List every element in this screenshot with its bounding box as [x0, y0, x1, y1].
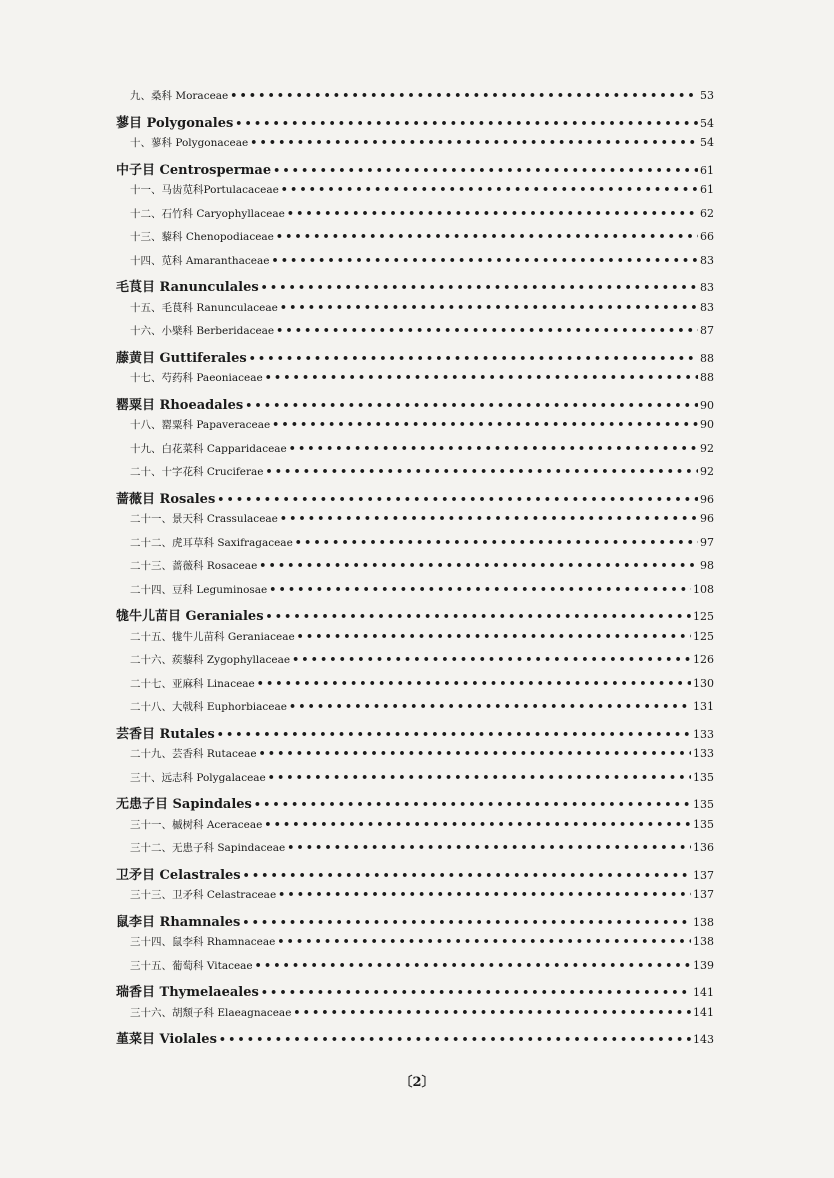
entry-title: 二十八、大戟科 Euphorbiaceae	[130, 701, 287, 713]
entry-page-number: 83	[700, 300, 714, 314]
entry-title: 三十四、鼠李科 Rhamnaceae	[130, 936, 276, 948]
entry-title: 二十四、豆科 Leguminosae	[130, 583, 268, 596]
toc-family-entry	[116, 582, 714, 606]
dot-leader	[266, 610, 691, 623]
dot-leader	[272, 254, 699, 267]
toc-order-entry	[116, 723, 714, 747]
entry-title: 十四、苋科 Amaranthaceae	[130, 254, 270, 267]
entry-page-number: 61	[700, 183, 714, 196]
entry-title: 十、蓼科 Polygonaceae	[130, 137, 249, 149]
table-of-contents	[116, 88, 714, 1052]
entry-title: 鼠李目 Rhamnales	[116, 914, 241, 930]
dot-leader	[277, 935, 691, 948]
dot-leader	[230, 89, 698, 102]
entry-title: 罂粟目 Rhoeadales	[116, 397, 244, 413]
dot-leader	[219, 1033, 691, 1046]
dot-leader	[289, 700, 691, 713]
toc-family-entry	[116, 1005, 714, 1029]
dot-leader	[266, 465, 699, 478]
dot-leader	[289, 442, 698, 455]
dot-leader	[250, 136, 698, 149]
entry-page-number: 139	[693, 958, 714, 972]
entry-page-number: 135	[693, 770, 714, 784]
entry-page-number: 141	[693, 986, 714, 999]
dot-leader	[259, 559, 698, 572]
entry-title: 蓼目 Polygonales	[116, 115, 234, 131]
entry-title: 瑞香目 Thymelaeales	[116, 985, 259, 1000]
page-number: 〔2〕	[399, 1075, 435, 1090]
toc-family-entry	[116, 323, 714, 347]
dot-leader	[297, 630, 691, 643]
entry-title: 十五、毛茛科 Ranunculaceae	[130, 301, 278, 314]
entry-page-number: 136	[693, 841, 714, 854]
toc-order-entry	[116, 159, 714, 183]
dot-leader	[254, 798, 691, 811]
entry-page-number: 92	[700, 441, 714, 455]
dot-leader	[217, 493, 698, 506]
toc-family-entry	[116, 417, 714, 441]
entry-title: 十六、小檗科 Berberidaceae	[130, 325, 275, 337]
entry-title: 十七、芍药科 Paeoniaceae	[130, 372, 263, 384]
entry-title: 三十三、卫矛科 Celastraceae	[130, 889, 277, 901]
dot-leader	[255, 959, 691, 972]
entry-title: 卫矛目 Celastrales	[116, 867, 241, 883]
entry-page-number: 126	[693, 653, 714, 666]
dot-leader	[278, 888, 691, 901]
entry-title: 三十、远志科 Polygalaceae	[130, 771, 266, 784]
entry-title: 无患子目 Sapindales	[116, 797, 252, 812]
entry-title: 芸香目 Rutales	[116, 726, 215, 742]
dot-leader	[276, 324, 698, 337]
toc-family-entry	[116, 88, 714, 112]
entry-page-number: 61	[700, 163, 714, 177]
toc-order-entry	[116, 112, 714, 136]
toc-family-entry	[116, 629, 714, 653]
toc-family-entry	[116, 182, 714, 206]
entry-page-number: 54	[700, 136, 714, 149]
toc-order-entry	[116, 981, 714, 1005]
entry-page-number: 143	[693, 1033, 714, 1046]
toc-order-entry	[116, 605, 714, 629]
toc-order-entry	[116, 394, 714, 418]
entry-title: 牻牛儿苗目 Geraniales	[116, 609, 264, 624]
dot-leader	[249, 352, 698, 365]
entry-title: 堇菜目 Violales	[116, 1032, 217, 1047]
dot-leader	[280, 301, 698, 314]
entry-page-number: 90	[700, 418, 714, 431]
entry-page-number: 130	[693, 676, 714, 690]
toc-order-entry	[116, 276, 714, 300]
toc-family-entry	[116, 253, 714, 277]
dot-leader	[292, 653, 691, 666]
entry-page-number: 88	[700, 371, 714, 384]
dot-leader	[293, 1006, 691, 1019]
entry-page-number: 135	[693, 817, 714, 831]
entry-page-number: 138	[693, 935, 714, 948]
entry-page-number: 135	[693, 798, 714, 811]
entry-title: 藤黄目 Guttiferales	[116, 350, 247, 366]
entry-title: 十一、马齿苋科Portulacaceae	[130, 184, 279, 196]
toc-family-entry	[116, 464, 714, 488]
entry-page-number: 125	[693, 610, 714, 623]
entry-title: 十三、藜科 Chenopodiaceae	[130, 231, 274, 243]
entry-title: 三十五、葡萄科 Vitaceae	[130, 959, 253, 972]
toc-order-entry	[116, 864, 714, 888]
toc-order-entry	[116, 793, 714, 817]
toc-family-entry	[116, 511, 714, 535]
dot-leader	[273, 164, 698, 177]
toc-order-entry	[116, 488, 714, 512]
toc-family-entry	[116, 135, 714, 159]
toc-family-entry	[116, 676, 714, 700]
entry-page-number: 66	[700, 230, 714, 243]
toc-family-entry	[116, 699, 714, 723]
dot-leader	[287, 841, 691, 854]
dot-leader	[257, 677, 691, 690]
toc-family-entry	[116, 370, 714, 394]
toc-family-entry	[116, 652, 714, 676]
entry-page-number: 88	[700, 351, 714, 365]
entry-title: 三十六、胡颓子科 Elaeagnaceae	[130, 1006, 292, 1019]
entry-page-number: 83	[700, 253, 714, 267]
entry-page-number: 137	[693, 868, 714, 882]
entry-title: 二十一、景天科 Crassulaceae	[130, 513, 278, 525]
dot-leader	[235, 117, 698, 130]
entry-page-number: 138	[693, 915, 714, 929]
entry-title: 二十七、亚麻科 Linaceae	[130, 677, 255, 690]
entry-title: 九、桑科 Moraceae	[130, 90, 229, 102]
entry-title: 三十一、槭树科 Aceraceae	[130, 818, 263, 831]
entry-page-number: 141	[693, 1005, 714, 1019]
dot-leader	[261, 281, 698, 294]
entry-page-number: 92	[700, 465, 714, 478]
entry-title: 二十九、芸香科 Rutaceae	[130, 748, 257, 760]
entry-page-number: 98	[700, 559, 714, 572]
entry-page-number: 54	[700, 116, 714, 130]
dot-leader	[245, 399, 698, 412]
entry-page-number: 87	[700, 324, 714, 337]
entry-title: 二十五、牻牛儿苗科 Geraniaceae	[130, 630, 295, 643]
entry-page-number: 97	[700, 535, 714, 549]
dot-leader	[268, 771, 691, 784]
entry-page-number: 137	[693, 888, 714, 901]
entry-title: 中子目 Centrospermae	[116, 162, 272, 178]
entry-page-number: 96	[700, 492, 714, 506]
toc-family-entry	[116, 817, 714, 841]
entry-title: 三十二、无患子科 Sapindaceae	[130, 842, 286, 854]
entry-page-number: 62	[700, 206, 714, 220]
dot-leader	[243, 869, 691, 882]
entry-page-number: 131	[693, 700, 714, 713]
entry-title: 十九、白花菜科 Capparidaceae	[130, 442, 287, 455]
dot-leader	[265, 371, 698, 384]
dot-leader	[259, 747, 691, 760]
toc-family-entry	[116, 441, 714, 465]
toc-family-entry	[116, 558, 714, 582]
entry-title: 二十六、蒺藜科 Zygophyllaceae	[130, 654, 291, 666]
toc-family-entry	[116, 535, 714, 559]
entry-title: 蔷薇目 Rosales	[116, 491, 216, 507]
entry-title: 二十二、虎耳草科 Saxifragaceae	[130, 536, 293, 549]
toc-order-entry	[116, 911, 714, 935]
dot-leader	[242, 916, 691, 929]
dot-leader	[272, 418, 698, 431]
entry-page-number: 53	[700, 89, 714, 102]
entry-title: 十八、罂粟科 Papaveraceae	[130, 419, 271, 431]
dot-leader	[287, 207, 698, 220]
entry-page-number: 108	[693, 582, 714, 596]
toc-family-entry	[116, 206, 714, 230]
toc-family-entry	[116, 229, 714, 253]
dot-leader	[217, 728, 691, 741]
toc-family-entry	[116, 770, 714, 794]
entry-page-number: 133	[693, 747, 714, 760]
entry-title: 二十三、蔷薇科 Rosaceae	[130, 560, 258, 572]
dot-leader	[276, 230, 698, 243]
entry-page-number: 125	[693, 629, 714, 643]
dot-leader	[281, 183, 698, 196]
dot-leader	[269, 583, 691, 596]
entry-page-number: 96	[700, 512, 714, 525]
toc-family-entry	[116, 746, 714, 770]
dot-leader	[295, 536, 698, 549]
entry-page-number: 133	[693, 727, 714, 741]
toc-order-entry	[116, 347, 714, 371]
dot-leader	[264, 818, 691, 831]
entry-title: 十二、石竹科 Caryophyllaceae	[130, 207, 285, 220]
entry-title: 毛茛目 Ranunculales	[116, 280, 259, 295]
entry-page-number: 83	[700, 281, 714, 294]
dot-leader	[261, 986, 691, 999]
toc-family-entry	[116, 958, 714, 982]
toc-family-entry	[116, 840, 714, 864]
entry-title: 二十、十字花科 Cruciferae	[130, 466, 264, 478]
toc-order-entry	[116, 1028, 714, 1052]
dot-leader	[280, 512, 698, 525]
toc-family-entry	[116, 300, 714, 324]
toc-family-entry	[116, 934, 714, 958]
toc-family-entry	[116, 887, 714, 911]
entry-page-number: 90	[700, 398, 714, 412]
